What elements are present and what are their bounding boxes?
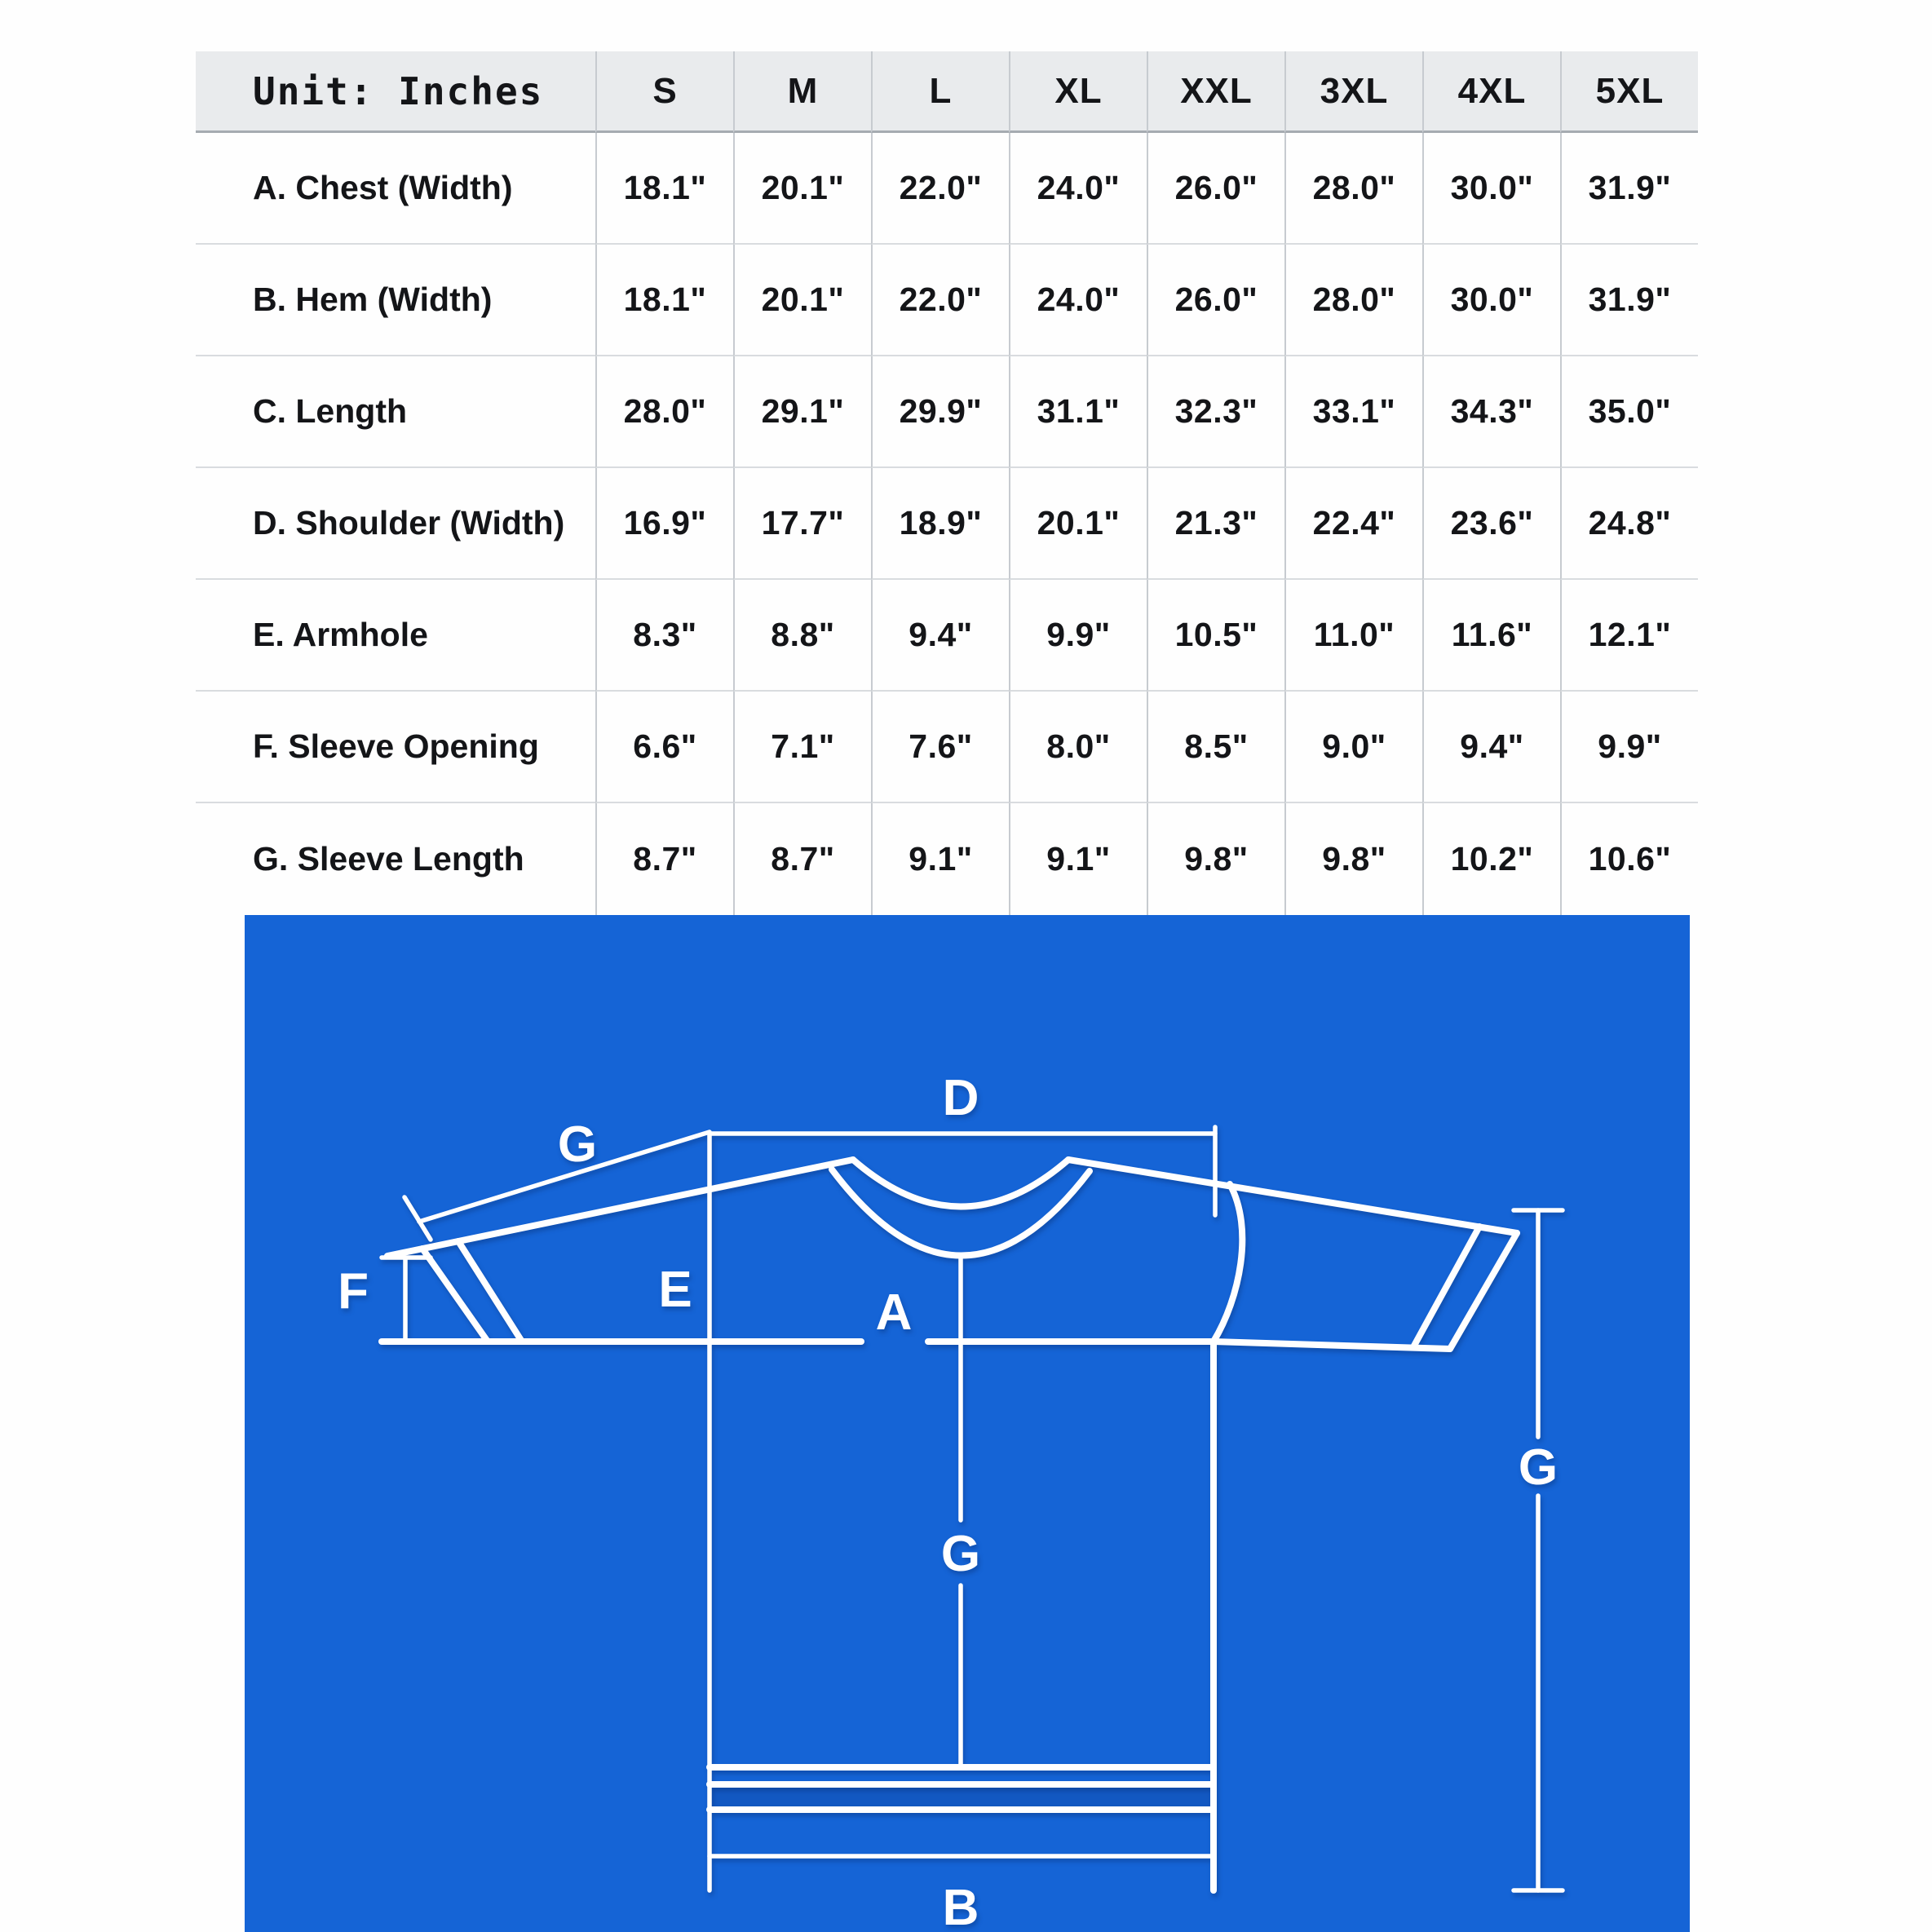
collar-outer-arc — [853, 1160, 1068, 1207]
label-chest-A: A — [875, 1284, 913, 1341]
value-cell: 18.9" — [871, 468, 1009, 580]
value-cell: 8.7" — [595, 803, 733, 915]
value-cell: 21.3" — [1147, 468, 1284, 580]
value-cell: 22.0" — [871, 245, 1009, 356]
value-cell: 20.1" — [733, 133, 871, 245]
size-header-m: M — [733, 51, 871, 133]
left-cuff-outer-line — [422, 1249, 488, 1342]
collar-inner-arc — [832, 1169, 1090, 1256]
value-cell: 20.1" — [733, 245, 871, 356]
row-label-sleeve-opening: F. Sleeve Opening — [196, 692, 595, 803]
value-cell: 9.8" — [1147, 803, 1284, 915]
value-cell: 32.3" — [1147, 356, 1284, 468]
label-sleeve-opening-F: F — [338, 1263, 369, 1320]
label-shoulder-D: D — [942, 1070, 979, 1126]
value-cell: 23.6" — [1422, 468, 1560, 580]
value-cell: 18.1" — [595, 245, 733, 356]
value-cell: 29.9" — [871, 356, 1009, 468]
value-cell: 12.1" — [1560, 580, 1698, 692]
value-cell: 8.7" — [733, 803, 871, 915]
left-cuff-inner-line — [458, 1241, 522, 1342]
value-cell: 10.2" — [1422, 803, 1560, 915]
value-cell: 9.9" — [1560, 692, 1698, 803]
row-label-sleeve-length: G. Sleeve Length — [253, 840, 524, 878]
value-cell: 24.0" — [1009, 245, 1147, 356]
value-cell: 28.0" — [1284, 245, 1422, 356]
value-cell: 31.9" — [1560, 133, 1698, 245]
value-cell: 29.1" — [733, 356, 871, 468]
value-cell: 9.4" — [871, 580, 1009, 692]
size-header-4xl: 4XL — [1422, 51, 1560, 133]
unit-header: Unit: Inches — [196, 51, 595, 133]
value-cell: 10.6" — [1560, 803, 1698, 915]
size-header-xxl: XXL — [1147, 51, 1284, 133]
dimension-lines — [382, 1127, 1563, 1890]
value-cell: 9.0" — [1284, 692, 1422, 803]
value-cell: 31.9" — [1560, 245, 1698, 356]
value-cell: 31.1" — [1009, 356, 1147, 468]
value-cell: 16.9" — [595, 468, 733, 580]
value-cell: 30.0" — [1422, 245, 1560, 356]
hem-band-shade — [710, 1784, 1214, 1810]
label-length-center-G: G — [940, 1526, 981, 1582]
value-cell: 11.0" — [1284, 580, 1422, 692]
value-cell: 35.0" — [1560, 356, 1698, 468]
value-cell: 8.0" — [1009, 692, 1147, 803]
value-cell: 28.0" — [595, 356, 733, 468]
label-length-right-G: G — [1518, 1439, 1558, 1496]
value-cell: 7.1" — [733, 692, 871, 803]
value-cell: 28.0" — [1284, 133, 1422, 245]
right-cuff-outer-line — [1450, 1233, 1517, 1349]
value-cell: 24.8" — [1560, 468, 1698, 580]
value-cell: 8.3" — [595, 580, 733, 692]
value-cell: 20.1" — [1009, 468, 1147, 580]
size-table — [196, 51, 1698, 915]
row-label-length: C. Length — [196, 356, 595, 468]
value-cell: 24.0" — [1009, 133, 1147, 245]
tshirt-blueprint-svg — [245, 915, 1690, 1932]
label-armhole-E: E — [658, 1262, 692, 1318]
label-sleeve-length-G: G — [557, 1116, 598, 1173]
value-cell: 9.4" — [1422, 692, 1560, 803]
value-cell: 26.0" — [1147, 245, 1284, 356]
chest-line-right-segment — [928, 1342, 1450, 1349]
value-cell: 22.0" — [871, 133, 1009, 245]
value-cell: 8.8" — [733, 580, 871, 692]
row-label-shoulder: D. Shoulder (Width) — [196, 468, 595, 580]
value-cell: 10.5" — [1147, 580, 1284, 692]
value-cell: 26.0" — [1147, 133, 1284, 245]
size-header-l: L — [871, 51, 1009, 133]
row-label-hem: B. Hem (Width) — [196, 245, 595, 356]
value-cell: 6.6" — [595, 692, 733, 803]
value-cell: 22.4" — [1284, 468, 1422, 580]
value-cell: 17.7" — [733, 468, 871, 580]
value-cell: 30.0" — [1422, 133, 1560, 245]
value-cell: 9.8" — [1284, 803, 1422, 915]
value-cell: 34.3" — [1422, 356, 1560, 468]
tshirt-measurement-diagram — [245, 915, 1690, 1932]
shirt-outline — [382, 1160, 1517, 1890]
size-header-3xl: 3XL — [1284, 51, 1422, 133]
size-header-xl: XL — [1009, 51, 1147, 133]
value-cell: 18.1" — [595, 133, 733, 245]
right-shoulder-line — [1068, 1160, 1517, 1233]
right-cuff-inner-line — [1414, 1227, 1479, 1346]
value-cell: 9.1" — [1009, 803, 1147, 915]
size-header-s: S — [595, 51, 733, 133]
right-armhole-curve — [1214, 1184, 1242, 1342]
row-label-chest: A. Chest (Width) — [196, 133, 595, 245]
label-hem-B: B — [942, 1880, 979, 1932]
value-cell: 7.6" — [871, 692, 1009, 803]
row-label-armhole: E. Armhole — [196, 580, 595, 692]
value-cell: 33.1" — [1284, 356, 1422, 468]
value-cell: 8.5" — [1147, 692, 1284, 803]
value-cell: 9.9" — [1009, 580, 1147, 692]
size-header-5xl: 5XL — [1560, 51, 1698, 133]
value-cell: 9.1" — [871, 803, 1009, 915]
value-cell: 11.6" — [1422, 580, 1560, 692]
